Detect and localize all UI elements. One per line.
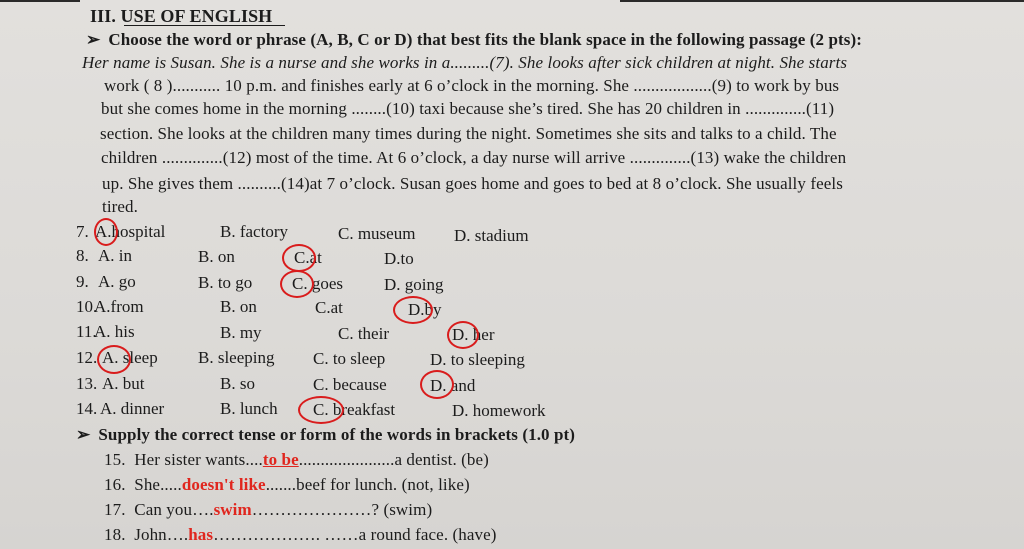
passage-line-6: up. She gives them ..........(14)at 7 o’clock. Susan goes home and goes to bed at 8 o’clock. She usually feels bbox=[102, 174, 843, 193]
arrow-bullet-icon: ➢ bbox=[86, 30, 101, 49]
header-rule-right bbox=[620, 0, 1024, 8]
fill-dots: …. bbox=[166, 525, 189, 544]
option-c: C.at bbox=[294, 248, 322, 267]
option-b: B. sleeping bbox=[198, 348, 275, 367]
option-d: D. stadium bbox=[454, 226, 529, 245]
fill-dots: ………………. …… bbox=[213, 525, 359, 544]
handwritten-answer: doesn't like bbox=[181, 475, 266, 494]
fill-dots: .... bbox=[245, 450, 263, 469]
fill-number: 18. bbox=[104, 525, 126, 544]
option-a: A. go bbox=[98, 272, 136, 291]
fill-dots: ..... bbox=[160, 475, 182, 494]
section-title-text: III. USE OF ENGLISH bbox=[90, 6, 273, 26]
fill-number: 15. bbox=[104, 450, 126, 469]
fill-suffix: a round face. (have) bbox=[358, 525, 497, 544]
fill-prefix: She bbox=[134, 475, 161, 494]
handwritten-answer: has bbox=[188, 525, 214, 544]
answer-circle-mark bbox=[393, 296, 433, 324]
fill-dots: ....... bbox=[265, 475, 297, 494]
handwritten-answer: swim bbox=[213, 500, 252, 519]
fill-item bbox=[104, 475, 470, 495]
option-c: C. to sleep bbox=[313, 349, 386, 368]
handwritten-answer: to be bbox=[262, 450, 299, 469]
option-a: A. but bbox=[102, 374, 145, 393]
fill-prefix: John bbox=[134, 525, 167, 544]
answer-circle-mark bbox=[94, 218, 118, 246]
passage-line-1: Her name is Susan. She is a nurse and she works in a.........(7). She looks after sick children at night. She starts bbox=[82, 53, 848, 72]
fill-dots: ………………… bbox=[251, 500, 372, 519]
instruction-mcq-text: Choose the word or phrase (A, B, C or D) that best fits the blank space in the following passage (2 pts): bbox=[108, 30, 862, 49]
answer-circle-mark bbox=[280, 270, 314, 298]
option-b: B. on bbox=[220, 297, 257, 316]
fill-prefix: Her sister wants bbox=[134, 450, 246, 469]
question-number: 11. bbox=[76, 322, 97, 341]
option-a: A. sleep bbox=[102, 348, 158, 367]
answer-circle-mark bbox=[298, 396, 344, 424]
section-title bbox=[90, 6, 272, 27]
option-c: C. breakfast bbox=[313, 400, 396, 419]
option-b: B. my bbox=[220, 323, 262, 342]
fill-dots: ...................... bbox=[298, 450, 395, 469]
option-b: B. to go bbox=[198, 273, 253, 292]
question-number: 12. bbox=[76, 348, 98, 367]
passage-line-7: tired. bbox=[102, 197, 139, 216]
question-number: 14. bbox=[76, 399, 98, 418]
fill-item bbox=[104, 450, 489, 470]
instruction-tense-text: Supply the correct tense or form of the words in brackets (1.0 pt) bbox=[98, 425, 576, 444]
fill-suffix: beef for lunch. (not, like) bbox=[296, 475, 470, 494]
fill-suffix: a dentist. (be) bbox=[394, 450, 489, 469]
section-title-underline bbox=[124, 25, 285, 26]
question-number: 10. bbox=[76, 297, 98, 316]
fill-number: 17. bbox=[104, 500, 126, 519]
option-d: D. and bbox=[430, 376, 476, 395]
answer-circle-mark bbox=[420, 370, 454, 399]
question-number: 7. bbox=[76, 222, 89, 241]
passage-line-2: work ( 8 )........... 10 p.m. and finishes early at 6 o’clock in the morning. She ..................(9) to work by bus bbox=[104, 76, 840, 95]
fill-item bbox=[104, 500, 432, 520]
instruction-mcq bbox=[86, 30, 862, 50]
fill-number: 16. bbox=[104, 475, 126, 494]
header-rule-left bbox=[0, 0, 80, 6]
question-number: 13. bbox=[76, 374, 98, 393]
passage-line-3: but she comes home in the morning ........(10) taxi because she’s tired. She has 20 children in ..............(11) bbox=[101, 99, 835, 118]
option-d: D. her bbox=[452, 325, 495, 344]
option-d: D. homework bbox=[452, 401, 546, 420]
option-b: B. so bbox=[220, 374, 255, 393]
option-b: B. on bbox=[198, 247, 235, 266]
question-number: 8. bbox=[76, 246, 89, 265]
option-c: C. museum bbox=[338, 224, 416, 243]
question-number: 9. bbox=[76, 272, 89, 291]
option-a: A.hospital bbox=[95, 222, 166, 241]
instruction-tense bbox=[76, 425, 575, 445]
arrow-bullet-icon: ➢ bbox=[76, 425, 91, 444]
answer-circle-mark bbox=[282, 244, 316, 272]
option-a: A. dinner bbox=[100, 399, 165, 418]
option-c: C. goes bbox=[292, 274, 343, 293]
passage-line-4: section. She looks at the children many times during the night. Sometimes she sits and talks to a child. The bbox=[100, 124, 837, 143]
option-b: B. factory bbox=[220, 222, 288, 241]
option-a: A.from bbox=[94, 297, 144, 316]
option-d: D. going bbox=[384, 275, 444, 294]
option-a: A. in bbox=[98, 246, 132, 265]
option-d: D.by bbox=[408, 300, 442, 319]
option-d: D. to sleeping bbox=[430, 350, 525, 369]
option-b: B. lunch bbox=[220, 399, 278, 418]
option-a: A. his bbox=[94, 322, 135, 341]
answer-circle-mark bbox=[447, 321, 479, 349]
fill-prefix: Can you bbox=[134, 500, 193, 519]
passage-line-5: children ..............(12) most of the time. At 6 o’clock, a day nurse will arrive ..............(13) wake the children bbox=[101, 148, 847, 167]
option-c: C.at bbox=[315, 298, 343, 317]
fill-suffix: ? (swim) bbox=[371, 500, 433, 519]
option-c: C. because bbox=[313, 375, 387, 394]
fill-item bbox=[104, 525, 497, 545]
fill-dots: …. bbox=[192, 500, 214, 519]
option-c: C. their bbox=[338, 324, 389, 343]
option-d: D.to bbox=[384, 249, 414, 268]
answer-circle-mark bbox=[97, 345, 131, 374]
